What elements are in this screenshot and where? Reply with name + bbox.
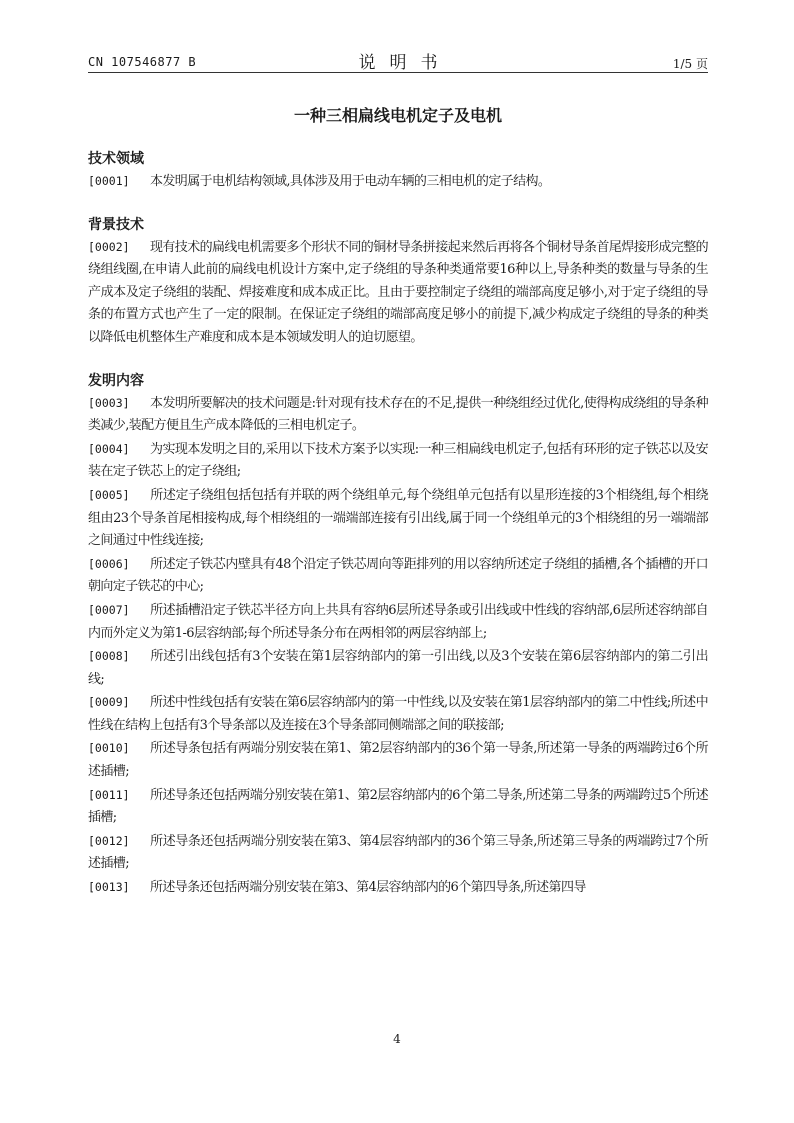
document-type: 说明书 <box>358 53 452 73</box>
paragraph-text: 为实现本发明之目的,采用以下技术方案予以实现:一种三相扁线电机定子,包括有环形的定子铁芯以及安装在定子铁芯上的定子绕组; <box>88 441 708 480</box>
paragraph-number: [0013] <box>88 880 130 895</box>
page-count: 1/5 页 <box>672 57 708 71</box>
paragraph-number: [0007] <box>88 602 130 617</box>
paragraph-text: 所述导条还包括两端分别安装在第3、第4层容纳部内的6个第四导条,所述第四导 <box>150 880 586 896</box>
paragraph-text: 现有技术的扁线电机需要多个形状不同的铜材导条拼接起来然后再将各个铜材导条首尾焊接形成完整的绕组线圈,在申请人此前的扁线电机设计方案中,定子绕组的导条种类通常要16种以上,导条种类的数量与导条的生产成本及定子绕组的装配、焊接难度和成本成正比。且由于要控制定子绕组的端部高度足够小,对于定子绕组的导条的布置方式也产生了一定的限制。在保证定子绕组的端部高度足够小的前提下,减少构成定子绕组的导条的种类以降低电机整体生产难度和成本是本领域发明人的迫切愿望。 <box>88 239 709 345</box>
paragraph-text: 所述导条包括有两端分别安装在第1、第2层容纳部内的36个第一导条,所述第一导条的两端跨过6个所述插槽; <box>88 741 708 780</box>
paragraph-number: [0001] <box>88 174 130 188</box>
paragraph <box>88 737 708 783</box>
section-heading: 技术领域 <box>88 151 144 167</box>
paragraph-text: 本发明所要解决的技术问题是:针对现有技术存在的不足,提供一种绕组经过优化,使得构成绕组的导条种类减少,装配方便且生产成本降低的三相电机定子。 <box>88 395 708 434</box>
page-number: 4 <box>393 1032 401 1046</box>
paragraph <box>88 170 708 194</box>
paragraph-number: [0009] <box>88 695 130 710</box>
page-header <box>88 48 708 73</box>
section-technical-field <box>88 148 708 194</box>
paragraph <box>88 392 708 438</box>
paragraph <box>88 599 708 645</box>
paragraph <box>88 236 708 350</box>
section-background <box>88 214 708 350</box>
section-heading: 背景技术 <box>88 216 144 233</box>
paragraph-text: 所述引出线包括有3个安装在第1层容纳部内的第一引出线,以及3个安装在第6层容纳部内的第二引出线; <box>88 649 708 687</box>
paragraph-number: [0005] <box>88 487 130 502</box>
paragraph-number: [0006] <box>88 556 130 571</box>
section-heading: 发明内容 <box>88 372 144 389</box>
paragraph-number: [0008] <box>88 649 130 664</box>
paragraph-number: [0011] <box>88 787 130 802</box>
paragraph <box>88 691 708 737</box>
header-divider <box>88 72 708 73</box>
document-number: CN 107546877 B <box>88 55 197 69</box>
paragraph-text: 所述定子绕组包括包括有并联的两个绕组单元,每个绕组单元包括有以星形连接的3个相绕组,每个相绕组由23个导条首尾相接构成,每个相绕组的一端端部连接有引出线,属于同一个绕组单元的3个相绕组的另一端端部之间通过中性线连接; <box>88 487 708 549</box>
paragraph <box>88 830 708 876</box>
paragraph <box>88 438 708 484</box>
paragraph-number: [0004] <box>88 441 130 456</box>
paragraph-number: [0012] <box>88 833 130 848</box>
paragraph-text: 所述插槽沿定子铁芯半径方向上共具有容纳6层所述导条或引出线或中性线的容纳部,6层所述容纳部自内而外定义为第1-6层容纳部;每个所述导条分布在两相邻的两层容纳部上; <box>88 602 708 641</box>
paragraph-text: 所述导条还包括两端分别安装在第1、第2层容纳部内的6个第二导条,所述第二导条的两端跨过5个所述插槽; <box>88 787 708 826</box>
paragraph-text: 所述导条还包括两端分别安装在第3、第4层容纳部内的36个第三导条,所述第三导条的两端跨过7个所述插槽; <box>88 833 708 872</box>
paragraph-number: [0003] <box>88 395 130 410</box>
paragraph-text: 本发明属于电机结构领域,具体涉及用于电动车辆的三相电机的定子结构。 <box>150 174 551 189</box>
paragraph-number: [0002] <box>88 239 130 254</box>
paragraph-text: 所述定子铁芯内壁具有48个沿定子铁芯周向等距排列的用以容纳所述定子绕组的插槽,各个插槽的开口朝向定子铁芯的中心; <box>88 556 708 595</box>
paragraph <box>88 484 708 553</box>
paragraph <box>88 553 708 599</box>
paragraph-number: [0010] <box>88 741 130 756</box>
paragraph-text: 所述中性线包括有安装在第6层容纳部内的第一中性线,以及安装在第1层容纳部内的第二中性线;所述中性线在结构上包括有3个导条部以及连接在3个导条部同侧端部之间的联接部; <box>88 695 708 733</box>
paragraph <box>88 784 708 830</box>
paragraph <box>88 876 708 900</box>
document-body <box>88 148 708 900</box>
paragraph <box>88 645 708 691</box>
page-title: 一种三相扁线电机定子及电机 <box>293 106 502 125</box>
section-summary <box>88 370 708 900</box>
